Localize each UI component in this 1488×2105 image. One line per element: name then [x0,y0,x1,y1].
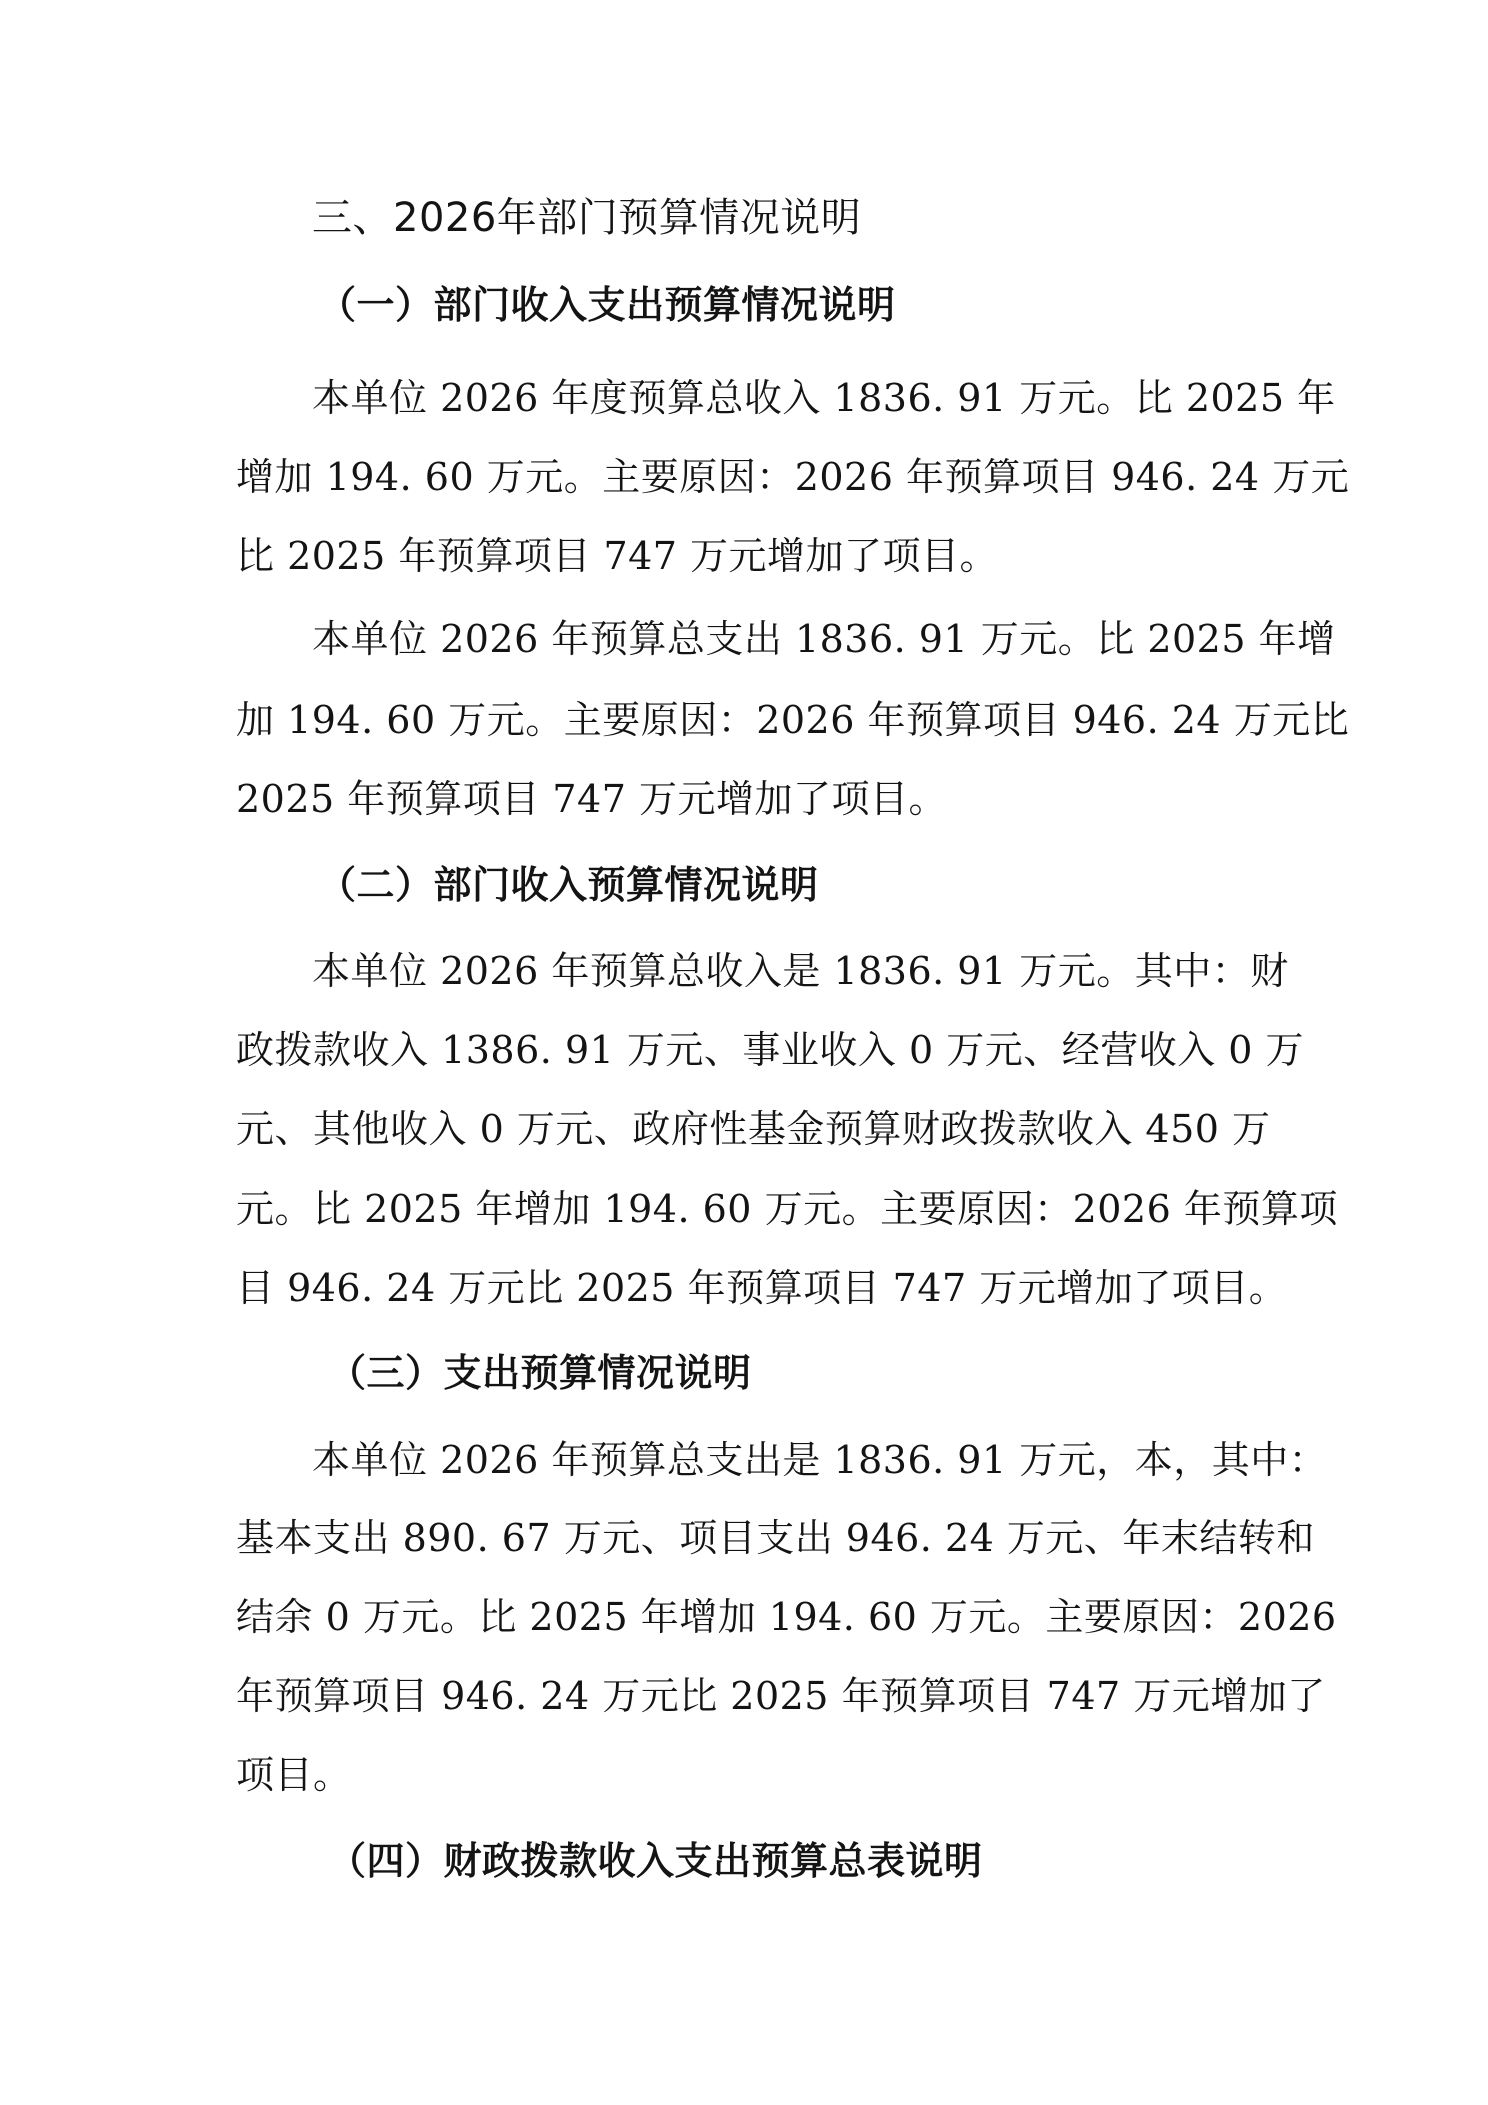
paragraph-line: 目 946. 24 万元比 2025 年预算项目 747 万元增加了项目。 [236,1266,1288,1310]
subsection-heading-4: （四）财政拨款收入支出预算总表说明 [328,1839,983,1883]
paragraph-line: 结余 0 万元。比 2025 年增加 194. 60 万元。主要原因：2026 [236,1595,1337,1639]
section-heading: 三、2026年部门预算情况说明 [312,195,862,241]
paragraph-line: 年预算项目 946. 24 万元比 2025 年预算项目 747 万元增加了 [236,1674,1326,1718]
paragraph-line: 加 194. 60 万元。主要原因：2026 年预算项目 946. 24 万元比 [236,698,1350,742]
paragraph-line: 本单位 2026 年度预算总收入 1836. 91 万元。比 2025 年 [312,376,1336,420]
paragraph-line: 基本支出 890. 67 万元、项目支出 946. 24 万元、年末结转和 [236,1516,1315,1560]
subsection-heading-2: （二）部门收入预算情况说明 [318,863,819,907]
paragraph-line: 本单位 2026 年预算总支出 1836. 91 万元。比 2025 年增 [312,617,1336,661]
subsection-heading-3: （三）支出预算情况说明 [328,1351,752,1395]
paragraph-line: 元。比 2025 年增加 194. 60 万元。主要原因：2026 年预算项 [236,1187,1338,1231]
paragraph-line: 元、其他收入 0 万元、政府性基金预算财政拨款收入 450 万 [236,1107,1271,1151]
paragraph-line: 增加 194. 60 万元。主要原因：2026 年预算项目 946. 24 万元 [236,455,1350,499]
paragraph-line: 比 2025 年预算项目 747 万元增加了项目。 [236,534,999,578]
paragraph-line: 项目。 [236,1753,352,1797]
paragraph-line: 本单位 2026 年预算总收入是 1836. 91 万元。其中：财 [312,949,1289,993]
paragraph-line: 2025 年预算项目 747 万元增加了项目。 [236,777,947,821]
paragraph-line: 本单位 2026 年预算总支出是 1836. 91 万元，本，其中： [312,1438,1328,1482]
subsection-heading-1: （一）部门收入支出预算情况说明 [318,283,896,327]
paragraph-line: 政拨款收入 1386. 91 万元、事业收入 0 万元、经营收入 0 万 [236,1028,1305,1072]
